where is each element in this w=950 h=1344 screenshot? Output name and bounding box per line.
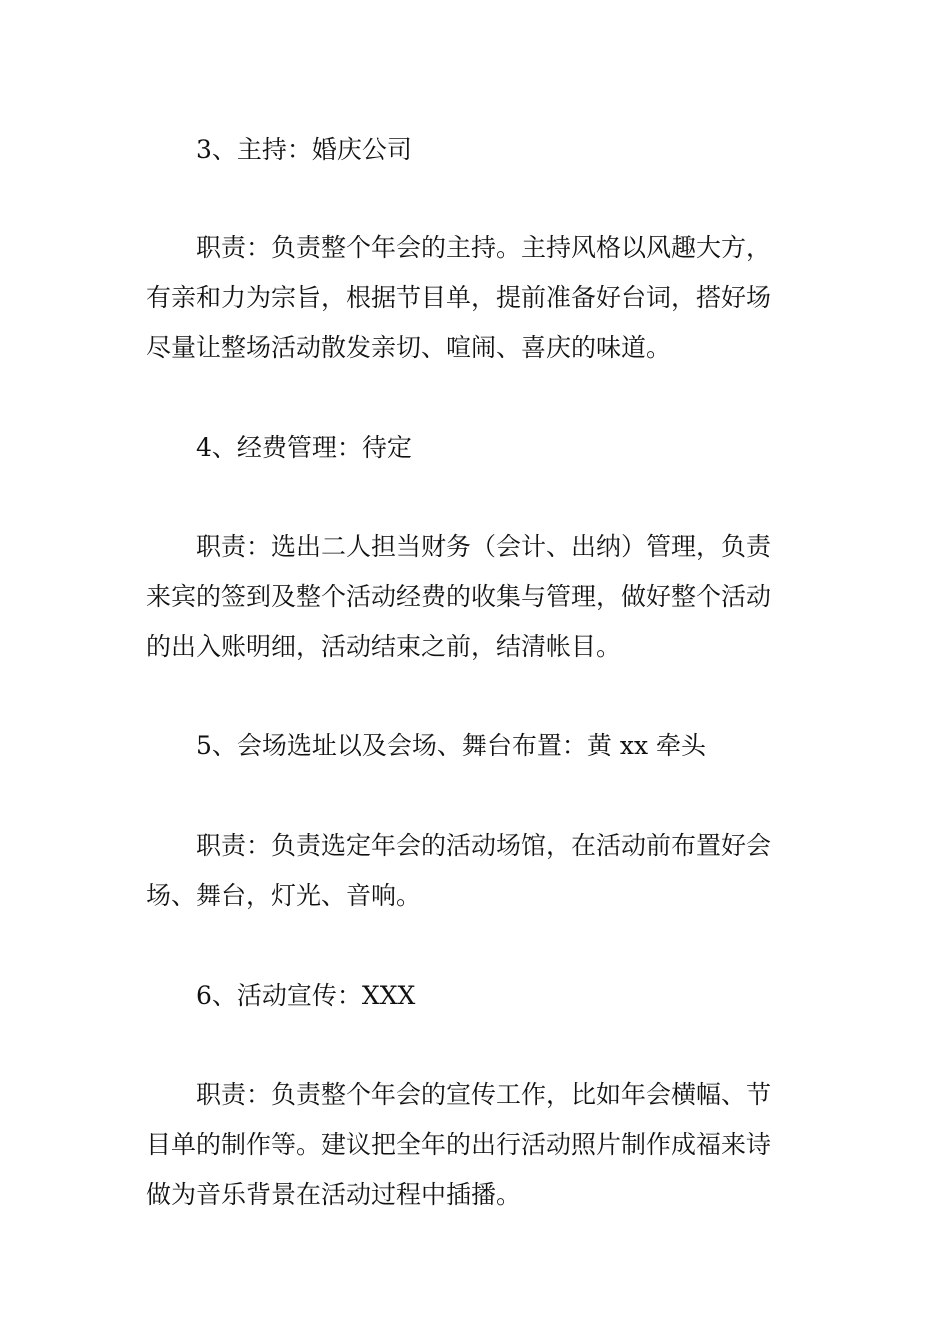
section-4-line-1: 职责：选出二人担当财务（会计、出纳）管理，负责 bbox=[196, 532, 772, 561]
section-5-line-1: 职责：负责选定年会的活动场馆，在活动前布置好会 bbox=[196, 831, 772, 860]
section-6-line-1: 职责：负责整个年会的宣传工作，比如年会横幅、节 bbox=[196, 1080, 772, 1109]
section-heading-3: 3、主持：婚庆公司 bbox=[196, 135, 412, 164]
section-3-line-1: 职责：负责整个年会的主持。主持风格以风趣大方， bbox=[196, 233, 772, 262]
section-4-line-3: 的出入账明细，活动结束之前，结清帐目。 bbox=[146, 632, 622, 661]
section-4-line-2: 来宾的签到及整个活动经费的收集与管理，做好整个活动 bbox=[146, 582, 772, 611]
section-heading-4: 4、经费管理：待定 bbox=[196, 433, 412, 462]
section-heading-6: 6、活动宣传：XXX bbox=[196, 981, 416, 1010]
section-3-line-3: 尽量让整场活动散发亲切、喧闹、喜庆的味道。 bbox=[146, 333, 672, 362]
section-6-line-2: 目单的制作等。建议把全年的出行活动照片制作成福来诗 bbox=[146, 1130, 772, 1159]
section-5-line-2: 场、舞台，灯光、音响。 bbox=[146, 881, 422, 910]
section-3-line-2: 有亲和力为宗旨，根据节目单，提前准备好台词，搭好场 bbox=[146, 283, 772, 312]
section-6-line-3: 做为音乐背景在活动过程中插播。 bbox=[146, 1180, 522, 1209]
section-heading-5: 5、会场选址以及会场、舞台布置：黄 xx 牵头 bbox=[196, 731, 706, 760]
